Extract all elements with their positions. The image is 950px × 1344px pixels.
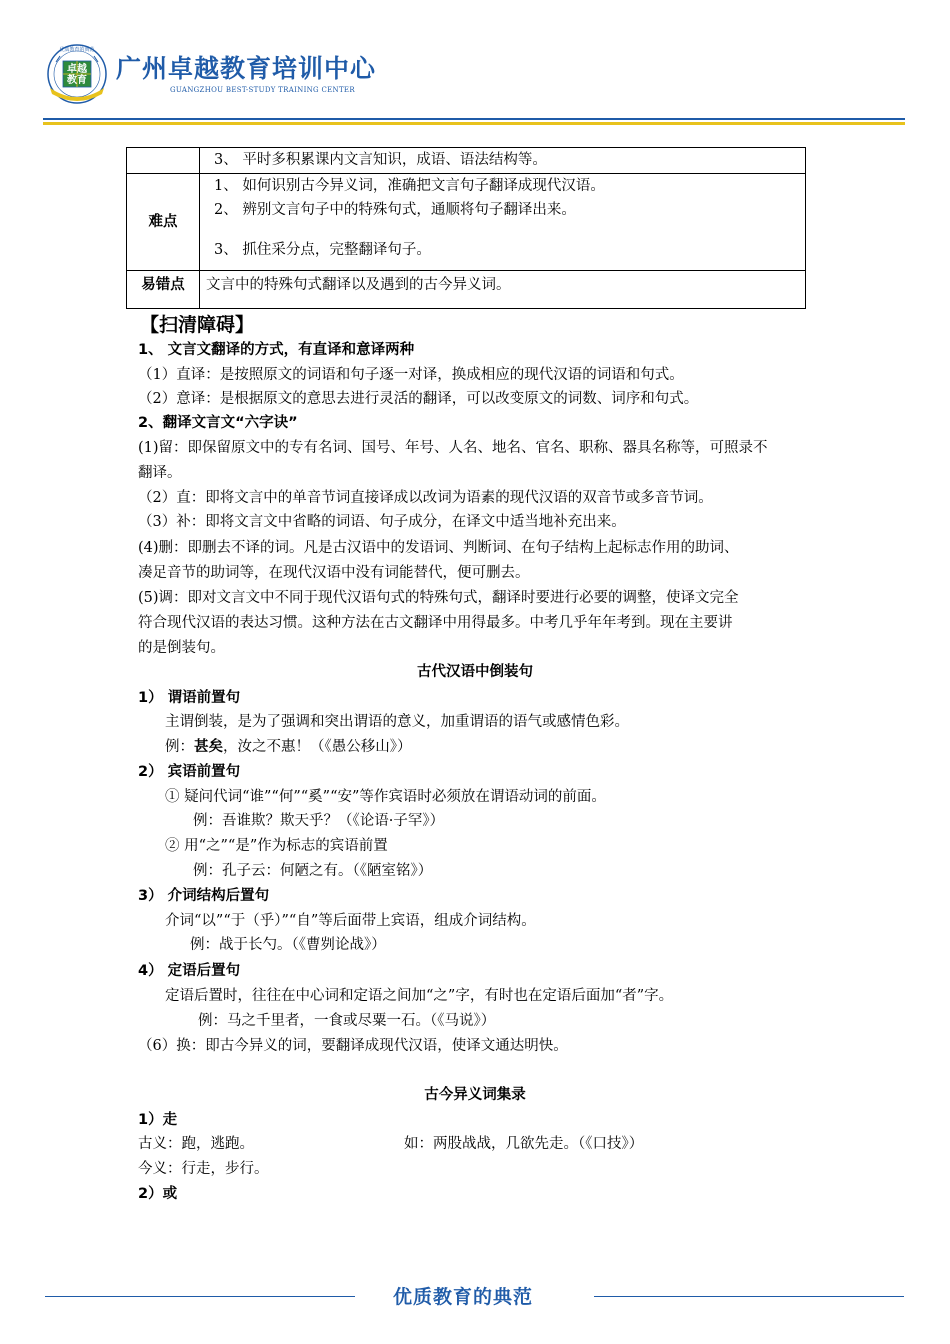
subheading: 2）或 — [138, 1186, 178, 1202]
example-line: 如：两股战战，几欲先走。（《口技》） — [404, 1136, 644, 1152]
paragraph: 符合现代汉语的表达习惯。这种方法在古文翻译中用得最多。中考几乎年年考到。现在主要讲 — [138, 615, 733, 631]
list-item: 1、 如何识别古今异义词，准确把文言句子翻译成现代汉语。 — [214, 178, 605, 194]
example-line — [165, 737, 412, 757]
paragraph: (5)调：即对文言文中不同于现代汉语句式的特殊句式，翻译时要进行必要的调整，使译文完全 — [138, 590, 739, 606]
paragraph: （1）直译：是按照原文的词语和句子逐一对译，换成相应的现代汉语的词语和句式。 — [138, 367, 684, 383]
list-item: ② 用“之”“是”作为标志的宾语前置 — [165, 838, 388, 854]
paragraph: 凑足音节的助词等，在现代汉语中没有词能替代，便可删去。 — [138, 565, 530, 581]
table-row — [127, 148, 806, 174]
heading-translation-methods: 1、 文言文翻译的方式，有直译和意译两种 — [138, 342, 415, 358]
example-line: 例：马之千里者，一食或尽粟一石。（《马说》） — [198, 1013, 496, 1029]
error-prone-cell: 文言中的特殊句式翻译以及遇到的古今异义词。 — [200, 271, 806, 309]
paragraph: （6）换：即古今异义的词，要翻译成现代汉语，使译文通达明快。 — [138, 1038, 568, 1054]
logo-text: 卓越教育 — [67, 64, 87, 86]
section-title: 【扫清障碍】 — [140, 314, 255, 336]
subheading: 1）走 — [138, 1112, 178, 1128]
example-line: 例：战于长勺。（《曹刿论战》） — [190, 937, 386, 953]
info-table — [126, 147, 806, 309]
paragraph: 的是倒装句。 — [138, 640, 225, 656]
header-divider-gold — [43, 122, 905, 125]
paragraph: (1)留：即保留原文中的专有名词、国号、年号、人名、地名、官名、职称、器具名称等，可照录不 — [138, 440, 768, 456]
example-emphasis: 甚矣 — [194, 739, 223, 755]
list-item: 2、 辨别文言句子中的特殊句式，通顺将句子翻译出来。 — [214, 202, 576, 218]
paragraph: （3）补：即将文言文中省略的词语、句子成分，在译文中适当地补充出来。 — [138, 514, 626, 530]
paragraph: (4)删：即删去不译的词。凡是古汉语中的发语词、判断词、在句子结构上起标志作用的助词、 — [138, 540, 739, 556]
paragraph: 今义：行走，步行。 — [138, 1161, 269, 1177]
brand-name: 广州卓越教育培训中心 — [116, 54, 377, 83]
paragraph: 定语后置时，往往在中心词和定语之间加“之”字，有时也在定语后面加“者”字。 — [165, 988, 674, 1004]
centered-title-inversion: 古代汉语中倒装句 — [417, 664, 533, 680]
example-line: 例：孔子云：何陋之有。（《陋室铭》） — [193, 863, 433, 879]
logo-arc-text: 优质教育的典范 — [59, 47, 95, 53]
difficulty-label: 难点 — [127, 174, 200, 271]
footer-line-left — [45, 1296, 355, 1297]
brand-english-name: GUANGZHOU BEST-STUDY TRAINING CENTER — [170, 86, 355, 94]
header-divider-blue — [43, 118, 905, 120]
difficulty-cell — [200, 174, 806, 271]
footer-line-right — [594, 1296, 904, 1297]
centered-title-word-meanings: 古今异义词集录 — [424, 1087, 526, 1103]
list-item: ① 疑问代词“谁”“何”“奚”“安”等作宾语时必须放在谓语动词的前面。 — [165, 789, 606, 805]
subheading: 1） 谓语前置句 — [138, 690, 241, 706]
table-row — [127, 174, 806, 271]
paragraph: （2）直：即将文言中的单音节词直接译成以改词为语素的现代汉语的双音节或多音节词。 — [138, 490, 713, 506]
footer-slogan: 优质教育的典范 — [393, 1286, 534, 1308]
example-prefix: 例： — [165, 739, 194, 755]
paragraph: 介词“以”“于（乎）”“自”等后面带上宾语，组成介词结构。 — [165, 913, 536, 929]
subheading: 3） 介词结构后置句 — [138, 888, 270, 904]
table-row — [127, 271, 806, 309]
paragraph: （2）意译：是根据原文的意思去进行灵活的翻译，可以改变原文的词数、词序和句式。 — [138, 391, 699, 407]
paragraph: 翻译。 — [138, 465, 182, 481]
logo — [44, 44, 110, 106]
paragraph: 古义：跑，逃跑。 — [138, 1136, 254, 1152]
example-line: 例：吾谁欺？欺天乎？（《论语·子罕》） — [193, 813, 445, 829]
example-rest: ，汝之不惠！（《愚公移山》） — [223, 739, 412, 755]
subheading: 2） 宾语前置句 — [138, 764, 241, 780]
table-cell: 3、 平时多积累课内文言知识，成语、语法结构等。 — [200, 148, 806, 174]
table-cell-empty — [127, 148, 200, 174]
paragraph: 主谓倒装，是为了强调和突出谓语的意义，加重谓语的语气或感情色彩。 — [165, 714, 629, 730]
list-item: 3、 抓住采分点，完整翻译句子。 — [214, 242, 431, 258]
error-prone-label: 易错点 — [127, 271, 200, 309]
subheading: 4） 定语后置句 — [138, 963, 241, 979]
heading-six-character-formula: 2、翻译文言文“六字诀” — [138, 415, 298, 431]
